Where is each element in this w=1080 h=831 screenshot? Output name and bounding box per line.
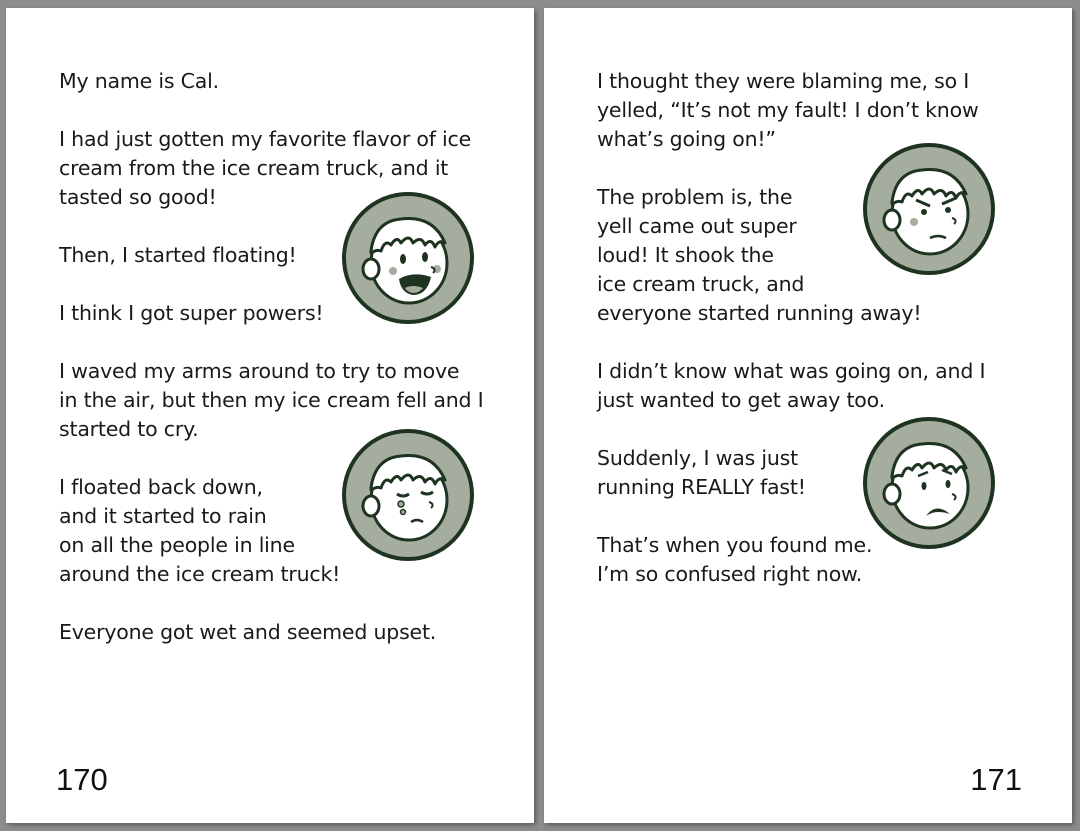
text-line: on all the people in line [59,533,295,557]
text-line: yell came out super [597,214,797,238]
text-line: what’s going on!” [597,127,776,151]
text-line: yelled, “It’s not my fault! I don’t know [597,98,979,122]
right-page [544,8,1072,823]
text-line: everyone started running away! [597,301,922,325]
text-line: I had just gotten my favorite flavor of ice [59,127,472,151]
text-line: ice cream truck, and [597,272,805,296]
text-line: cream from the ice cream truck, and it [59,156,449,180]
text-line: I waved my arms around to try to move [59,359,460,383]
text-line: Everyone got wet and seemed upset. [59,620,437,644]
text-line: That’s when you found me. [597,533,873,557]
page-number: 171 [970,762,1022,797]
text-line: I think I got super powers! [59,301,324,325]
text-line: loud! It shook the [597,243,774,267]
text-line: I thought they were blaming me, so I [597,69,970,93]
text-line: running REALLY fast! [597,475,806,499]
happy-face-icon [341,191,475,325]
worried-face-icon [862,416,996,550]
angry-face-icon [862,142,996,276]
crying-face-icon [341,428,475,562]
text-line: Suddenly, I was just [597,446,798,470]
text-line: just wanted to get away too. [597,388,885,412]
left-page [6,8,534,823]
text-line: The problem is, the [597,185,793,209]
text-line: My name is Cal. [59,69,219,93]
text-line: Then, I started floating! [59,243,297,267]
text-line: started to cry. [59,417,199,441]
text-line: and it started to rain [59,504,267,528]
text-line: in the air, but then my ice cream fell and I [59,388,484,412]
page-number: 170 [56,762,108,797]
text-line: tasted so good! [59,185,217,209]
text-line: I floated back down, [59,475,263,499]
text-line: I didn’t know what was going on, and I [597,359,986,383]
text-line: I’m so confused right now. [597,562,863,586]
text-line: around the ice cream truck! [59,562,341,586]
